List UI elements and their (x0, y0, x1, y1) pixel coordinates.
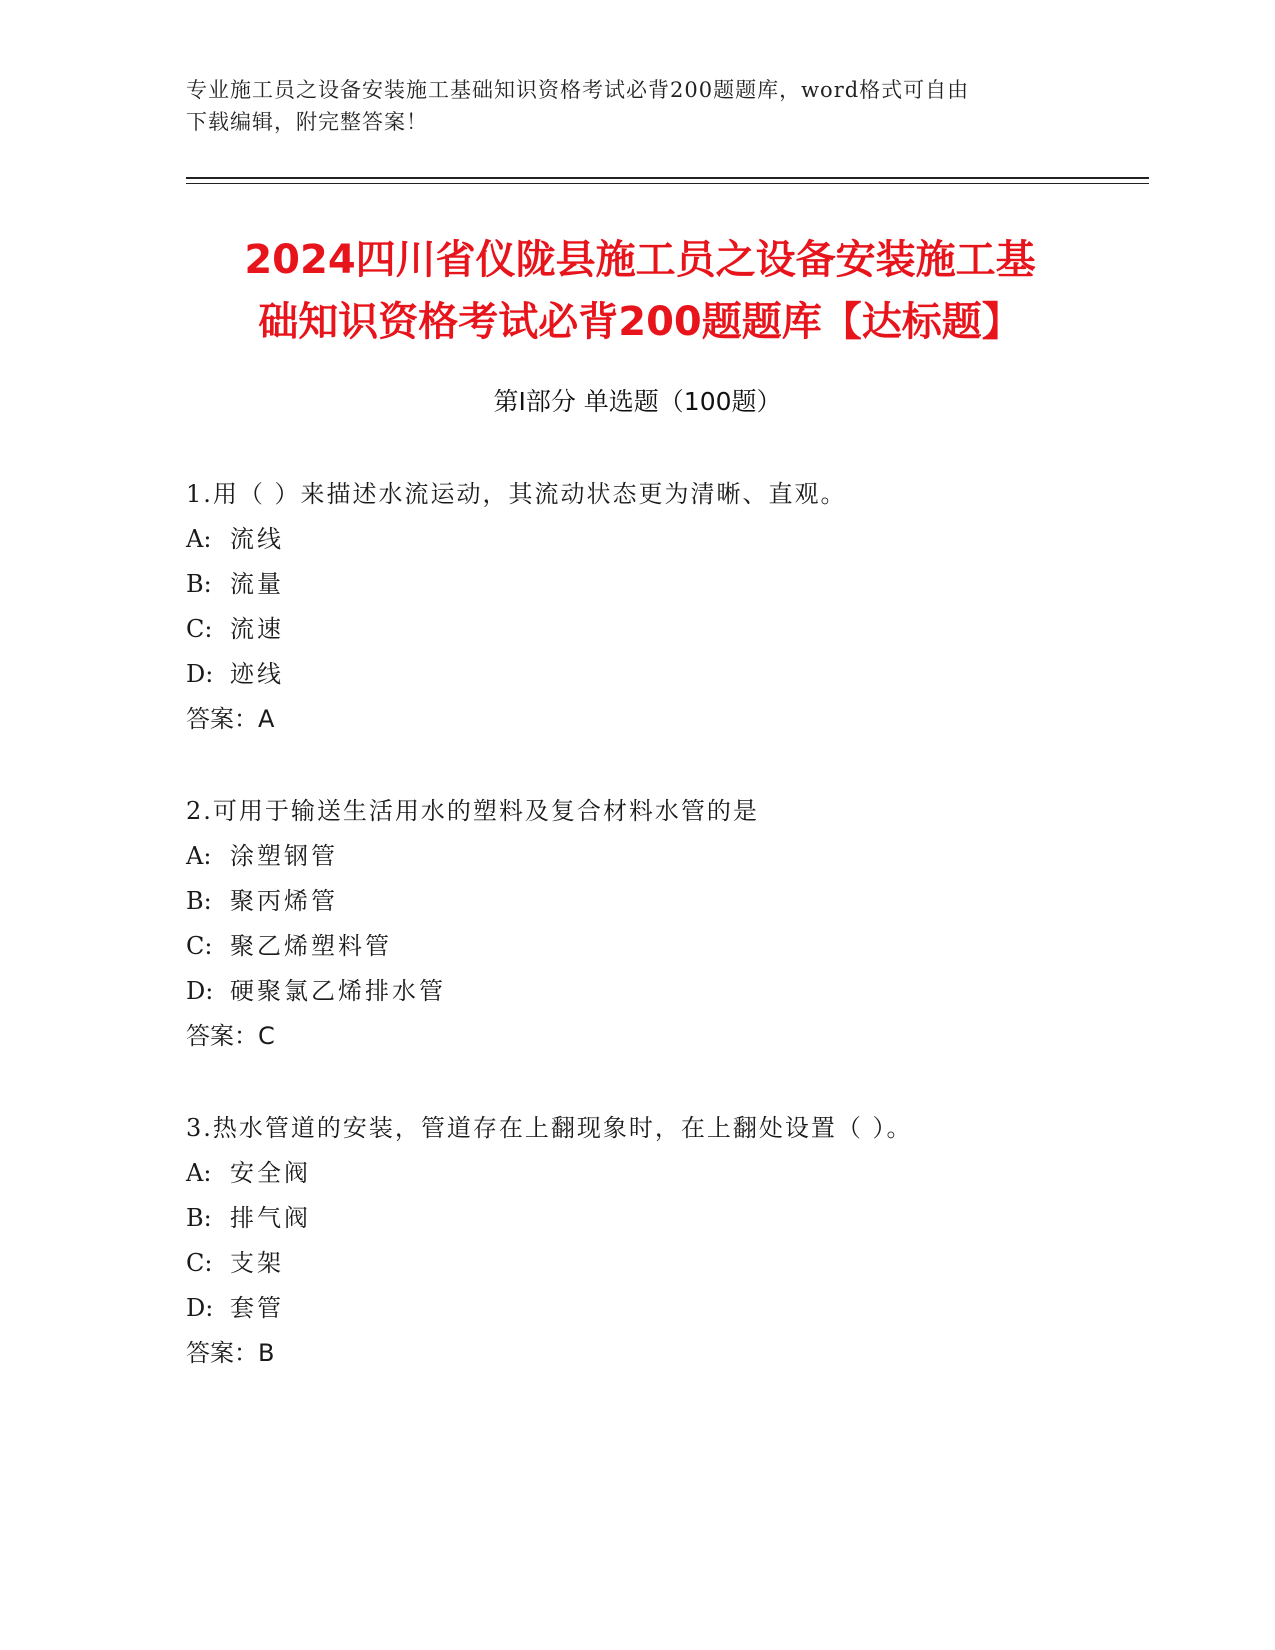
option-text: 流量 (230, 570, 284, 598)
option-text: 涂塑钢管 (230, 842, 338, 870)
question-1 (186, 474, 1146, 739)
option-b (186, 1198, 1146, 1243)
option-text: 硬聚氯乙烯排水管 (230, 977, 446, 1005)
option-text: 套管 (230, 1294, 284, 1322)
option-letter: C: (186, 1249, 213, 1277)
option-text: 排气阀 (230, 1204, 311, 1232)
question-stem: 1.用（ ）来描述水流运动，其流动状态更为清晰、直观。 (186, 480, 847, 508)
option-text: 聚丙烯管 (230, 887, 338, 915)
option-c (186, 926, 1146, 971)
option-text: 流速 (230, 615, 284, 643)
option-text: 流线 (230, 525, 284, 553)
option-letter: A: (186, 1159, 212, 1187)
header-note (186, 74, 1086, 138)
option-a (186, 836, 1146, 881)
question-stem: 2.可用于输送生活用水的塑料及复合材料水管的是 (186, 797, 759, 825)
option-letter: A: (186, 842, 212, 870)
option-letter: D: (186, 1294, 214, 1322)
answer-line: 答案：B (186, 1339, 275, 1367)
option-letter: D: (186, 977, 214, 1005)
question-stem: 3.热水管道的安装，管道存在上翻现象时，在上翻处设置（ ）。 (186, 1114, 913, 1142)
document-title-line-1: 2024四川省仪陇县施工员之设备安装施工基 (244, 237, 1036, 283)
option-c (186, 1243, 1146, 1288)
question-3 (186, 1108, 1146, 1373)
header-divider-thin (186, 183, 1149, 184)
header-divider-thick (186, 177, 1149, 179)
option-letter: D: (186, 660, 214, 688)
header-note-line-1: 专业施工员之设备安装施工基础知识资格考试必背200题题库，word格式可自由 (186, 78, 970, 102)
question-2 (186, 791, 1146, 1056)
option-letter: B: (186, 887, 212, 915)
option-text: 安全阀 (230, 1159, 311, 1187)
option-b (186, 564, 1146, 609)
section-title: 第Ⅰ部分 单选题（100题） (493, 387, 782, 416)
option-d (186, 971, 1146, 1016)
answer-line: 答案：C (186, 1022, 275, 1050)
option-letter: B: (186, 570, 212, 598)
option-letter: C: (186, 615, 213, 643)
option-text: 支架 (230, 1249, 284, 1277)
option-a (186, 519, 1146, 564)
document-title (160, 229, 1120, 353)
option-letter: C: (186, 932, 213, 960)
option-c (186, 609, 1146, 654)
option-a (186, 1153, 1146, 1198)
option-d (186, 1288, 1146, 1333)
option-text: 迹线 (230, 660, 284, 688)
option-d (186, 654, 1146, 699)
option-letter: B: (186, 1204, 212, 1232)
document-title-line-2: 础知识资格考试必背200题题库【达标题】 (258, 299, 1022, 345)
option-letter: A: (186, 525, 212, 553)
option-b (186, 881, 1146, 926)
header-note-line-2: 下载编辑，附完整答案！ (186, 110, 428, 134)
answer-line: 答案：A (186, 705, 275, 733)
option-text: 聚乙烯塑料管 (230, 932, 392, 960)
